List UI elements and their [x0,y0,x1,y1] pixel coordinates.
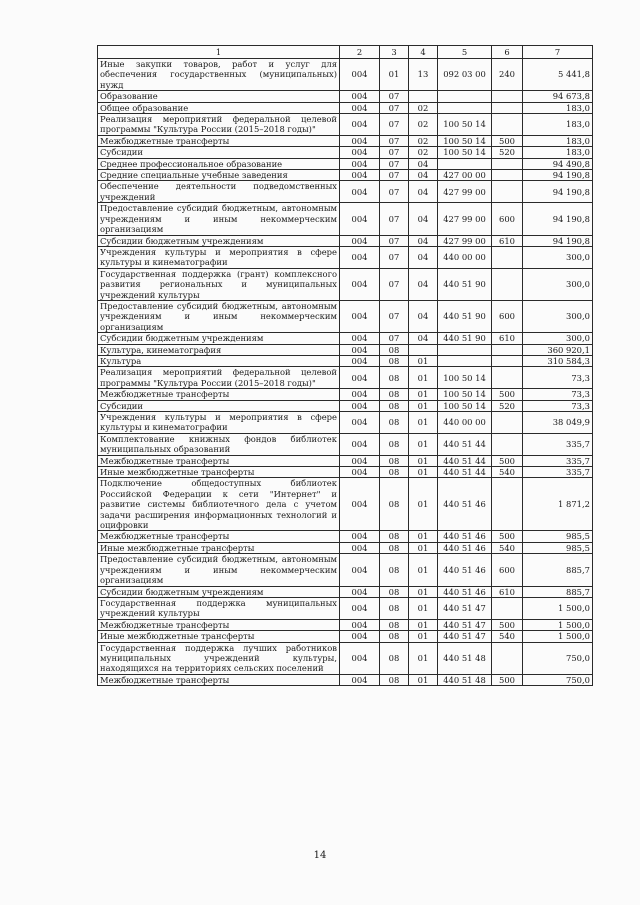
row-amount: 310 584,3 [523,355,593,366]
col-header-1: 1 [98,46,340,59]
row-section-code: 07 [380,333,409,344]
row-expense-type [492,478,523,531]
row-name: Субсидии бюджетным учреждениям [98,235,340,246]
row-amount: 300,0 [523,333,593,344]
row-subsection-code: 01 [409,400,438,411]
row-expense-type: 520 [492,400,523,411]
row-subsection-code: 01 [409,367,438,389]
row-section-code: 07 [380,300,409,332]
row-expense-type [492,367,523,389]
row-name: Реализация мероприятий федеральной целевой программы "Культура России (2015–2018 годы)" [98,114,340,136]
col-header-5: 5 [438,46,492,59]
table-row [98,455,593,466]
row-section-code: 08 [380,586,409,597]
row-amount: 94 490,8 [523,158,593,169]
row-ministry-code: 004 [340,344,380,355]
row-target-article: 440 51 46 [438,531,492,542]
col-header-7: 7 [523,46,593,59]
row-name: Государственная поддержка (грант) комплексного развития региональных и муниципальных учреждений культуры [98,268,340,300]
row-subsection-code: 04 [409,181,438,203]
row-name: Межбюджетные трансферты [98,531,340,542]
row-expense-type [492,91,523,102]
row-name: Реализация мероприятий федеральной целевой программы "Культура России (2015–2018 годы)" [98,367,340,389]
row-target-article: 100 50 14 [438,147,492,158]
row-expense-type: 540 [492,631,523,642]
row-target-article: 100 50 14 [438,400,492,411]
row-ministry-code: 004 [340,235,380,246]
row-amount: 335,7 [523,455,593,466]
row-ministry-code: 004 [340,246,380,268]
row-section-code: 08 [380,531,409,542]
table-row [98,554,593,586]
table-row [98,344,593,355]
row-name: Культура, кинематография [98,344,340,355]
budget-table [97,45,593,686]
row-expense-type [492,433,523,455]
row-subsection-code [409,344,438,355]
row-ministry-code: 004 [340,59,380,91]
row-expense-type: 540 [492,542,523,553]
row-section-code: 08 [380,554,409,586]
row-ministry-code: 004 [340,147,380,158]
row-section-code: 07 [380,91,409,102]
table-row [98,170,593,181]
row-expense-type: 610 [492,586,523,597]
row-target-article: 440 51 44 [438,467,492,478]
row-name: Комплектование книжных фондов библиотек муниципальных образований [98,433,340,455]
row-section-code: 08 [380,455,409,466]
row-name: Учреждения культуры и мероприятия в сфере культуры и кинематографии [98,246,340,268]
table-row [98,631,593,642]
row-target-article: 427 99 00 [438,181,492,203]
row-section-code: 08 [380,597,409,619]
row-amount: 985,5 [523,531,593,542]
row-ministry-code: 004 [340,455,380,466]
row-expense-type [492,158,523,169]
table-row [98,619,593,630]
row-expense-type [492,268,523,300]
table-row [98,367,593,389]
row-expense-type: 540 [492,467,523,478]
row-ministry-code: 004 [340,542,380,553]
row-section-code: 07 [380,181,409,203]
row-target-article: 440 51 46 [438,542,492,553]
row-amount: 1 500,0 [523,597,593,619]
row-target-article: 427 99 00 [438,235,492,246]
row-subsection-code: 04 [409,246,438,268]
row-target-article: 092 03 00 [438,59,492,91]
row-target-article: 100 50 14 [438,367,492,389]
row-name: Иные межбюджетные трансферты [98,467,340,478]
row-expense-type [492,170,523,181]
row-expense-type: 500 [492,619,523,630]
row-amount: 94 190,8 [523,235,593,246]
row-expense-type: 500 [492,531,523,542]
row-section-code: 08 [380,542,409,553]
row-amount: 183,0 [523,102,593,113]
row-subsection-code: 02 [409,114,438,136]
row-expense-type: 500 [492,674,523,685]
row-amount: 183,0 [523,135,593,146]
row-target-article [438,158,492,169]
row-section-code: 08 [380,478,409,531]
row-name: Учреждения культуры и мероприятия в сфере культуры и кинематографии [98,412,340,434]
row-target-article: 440 51 48 [438,674,492,685]
row-expense-type [492,114,523,136]
row-subsection-code: 01 [409,619,438,630]
row-name: Иные межбюджетные трансферты [98,631,340,642]
row-subsection-code: 04 [409,300,438,332]
row-subsection-code: 04 [409,333,438,344]
row-ministry-code: 004 [340,170,380,181]
row-target-article: 440 51 47 [438,597,492,619]
row-name: Межбюджетные трансферты [98,455,340,466]
table-row [98,158,593,169]
row-subsection-code: 04 [409,203,438,235]
row-subsection-code: 01 [409,455,438,466]
table-row [98,389,593,400]
col-header-3: 3 [380,46,409,59]
row-amount: 985,5 [523,542,593,553]
row-ministry-code: 004 [340,203,380,235]
row-expense-type [492,246,523,268]
row-target-article: 440 51 90 [438,333,492,344]
row-amount: 750,0 [523,642,593,674]
table-row [98,412,593,434]
row-expense-type [492,181,523,203]
row-name: Межбюджетные трансферты [98,389,340,400]
row-name: Предоставление субсидий бюджетным, автономным учреждениям и иным некоммерческим организациям [98,203,340,235]
row-ministry-code: 004 [340,412,380,434]
table-row [98,246,593,268]
row-ministry-code: 004 [340,389,380,400]
row-expense-type [492,344,523,355]
row-section-code: 08 [380,674,409,685]
row-amount: 885,7 [523,554,593,586]
table-row [98,102,593,113]
table-row [98,300,593,332]
row-ministry-code: 004 [340,181,380,203]
row-section-code: 08 [380,367,409,389]
row-target-article [438,91,492,102]
col-header-2: 2 [340,46,380,59]
row-ministry-code: 004 [340,355,380,366]
row-name: Общее образование [98,102,340,113]
row-section-code: 07 [380,268,409,300]
table-row [98,467,593,478]
row-amount: 300,0 [523,246,593,268]
row-amount: 73,3 [523,389,593,400]
row-subsection-code: 01 [409,467,438,478]
row-subsection-code: 01 [409,542,438,553]
row-section-code: 07 [380,246,409,268]
row-ministry-code: 004 [340,586,380,597]
row-section-code: 08 [380,355,409,366]
page-number: 14 [313,850,327,861]
row-name: Иные закупки товаров, работ и услуг для обеспечения государственных (муниципальных) нужд [98,59,340,91]
row-section-code: 08 [380,412,409,434]
row-expense-type: 500 [492,135,523,146]
row-amount: 94 190,8 [523,170,593,181]
row-amount: 94 673,8 [523,91,593,102]
row-subsection-code: 01 [409,355,438,366]
table-header-row [98,46,593,59]
row-amount: 38 049,9 [523,412,593,434]
row-name: Субсидии [98,147,340,158]
table-row [98,333,593,344]
row-target-article: 440 00 00 [438,412,492,434]
row-expense-type: 600 [492,300,523,332]
table-row [98,203,593,235]
row-subsection-code: 01 [409,586,438,597]
row-section-code: 07 [380,135,409,146]
row-subsection-code: 04 [409,170,438,181]
row-amount: 885,7 [523,586,593,597]
row-subsection-code: 01 [409,531,438,542]
row-expense-type [492,355,523,366]
row-subsection-code: 04 [409,235,438,246]
row-expense-type: 520 [492,147,523,158]
row-name: Межбюджетные трансферты [98,674,340,685]
row-name: Субсидии бюджетным учреждениям [98,333,340,344]
table-row [98,91,593,102]
row-subsection-code: 01 [409,433,438,455]
row-target-article: 427 00 00 [438,170,492,181]
row-subsection-code [409,91,438,102]
row-ministry-code: 004 [340,554,380,586]
row-section-code: 07 [380,158,409,169]
row-subsection-code: 01 [409,478,438,531]
row-section-code: 08 [380,642,409,674]
row-subsection-code: 02 [409,147,438,158]
row-amount: 750,0 [523,674,593,685]
row-subsection-code: 04 [409,158,438,169]
row-ministry-code: 004 [340,300,380,332]
row-name: Государственная поддержка лучших работников муниципальных учреждений культуры, находящихся на территориях сельских поселений [98,642,340,674]
table-row [98,147,593,158]
row-name: Иные межбюджетные трансферты [98,542,340,553]
row-section-code: 08 [380,619,409,630]
row-target-article: 440 51 46 [438,478,492,531]
row-ministry-code: 004 [340,333,380,344]
row-ministry-code: 004 [340,367,380,389]
row-target-article: 427 99 00 [438,203,492,235]
table-row [98,674,593,685]
row-target-article: 100 50 14 [438,389,492,400]
row-amount: 183,0 [523,147,593,158]
row-name: Культура [98,355,340,366]
row-section-code: 07 [380,170,409,181]
row-subsection-code: 02 [409,135,438,146]
row-expense-type [492,597,523,619]
table-row [98,597,593,619]
row-amount: 94 190,8 [523,181,593,203]
row-name: Средние специальные учебные заведения [98,170,340,181]
row-expense-type [492,102,523,113]
row-name: Образование [98,91,340,102]
row-ministry-code: 004 [340,597,380,619]
row-target-article: 440 00 00 [438,246,492,268]
row-target-article: 440 51 44 [438,455,492,466]
table-row [98,355,593,366]
row-subsection-code: 02 [409,102,438,113]
row-target-article: 440 51 90 [438,300,492,332]
row-name: Межбюджетные трансферты [98,619,340,630]
row-name: Обеспечение деятельности подведомственных учреждений [98,181,340,203]
row-ministry-code: 004 [340,433,380,455]
row-target-article: 440 51 44 [438,433,492,455]
row-target-article: 440 51 46 [438,554,492,586]
row-amount: 300,0 [523,300,593,332]
row-ministry-code: 004 [340,91,380,102]
row-amount: 300,0 [523,268,593,300]
row-subsection-code: 01 [409,674,438,685]
row-section-code: 07 [380,114,409,136]
row-subsection-code: 01 [409,554,438,586]
row-section-code: 01 [380,59,409,91]
row-subsection-code: 01 [409,389,438,400]
table-row [98,478,593,531]
row-target-article: 440 51 48 [438,642,492,674]
table-row [98,268,593,300]
row-expense-type [492,412,523,434]
col-header-6: 6 [492,46,523,59]
row-target-article: 100 50 14 [438,114,492,136]
row-amount: 360 920,1 [523,344,593,355]
row-target-article: 100 50 14 [438,135,492,146]
table-row [98,433,593,455]
row-section-code: 07 [380,102,409,113]
table-row [98,181,593,203]
row-subsection-code: 01 [409,642,438,674]
row-amount: 183,0 [523,114,593,136]
row-ministry-code: 004 [340,642,380,674]
row-ministry-code: 004 [340,674,380,685]
row-subsection-code: 01 [409,597,438,619]
row-amount: 335,7 [523,467,593,478]
row-ministry-code: 004 [340,102,380,113]
row-ministry-code: 004 [340,531,380,542]
row-amount: 1 500,0 [523,619,593,630]
row-expense-type [492,642,523,674]
row-amount: 5 441,8 [523,59,593,91]
row-target-article: 440 51 46 [438,586,492,597]
table-row [98,114,593,136]
table-row [98,59,593,91]
row-target-article: 440 51 47 [438,631,492,642]
row-amount: 1 871,2 [523,478,593,531]
row-ministry-code: 004 [340,114,380,136]
row-ministry-code: 004 [340,619,380,630]
row-section-code: 08 [380,467,409,478]
row-target-article [438,344,492,355]
row-target-article: 440 51 47 [438,619,492,630]
row-ministry-code: 004 [340,135,380,146]
row-name: Среднее профессиональное образование [98,158,340,169]
table-row [98,586,593,597]
row-ministry-code: 004 [340,467,380,478]
row-amount: 1 500,0 [523,631,593,642]
row-section-code: 07 [380,235,409,246]
row-target-article [438,355,492,366]
row-subsection-code: 04 [409,268,438,300]
row-subsection-code: 01 [409,412,438,434]
row-ministry-code: 004 [340,631,380,642]
row-section-code: 08 [380,433,409,455]
row-section-code: 08 [380,344,409,355]
row-name: Подключение общедоступных библиотек Российской Федерации к сети "Интернет" и развитие системы библиотечного дела с учетом задачи расширения информационных технологий и оцифровки [98,478,340,531]
row-expense-type: 240 [492,59,523,91]
row-section-code: 08 [380,389,409,400]
row-expense-type: 500 [492,455,523,466]
row-section-code: 07 [380,147,409,158]
table-row [98,135,593,146]
row-amount: 335,7 [523,433,593,455]
row-ministry-code: 004 [340,400,380,411]
row-amount: 94 190,8 [523,203,593,235]
row-subsection-code: 01 [409,631,438,642]
row-expense-type: 610 [492,235,523,246]
row-section-code: 08 [380,631,409,642]
row-name: Предоставление субсидий бюджетным, автономным учреждениям и иным некоммерческим организациям [98,300,340,332]
row-name: Государственная поддержка муниципальных учреждений культуры [98,597,340,619]
row-expense-type: 500 [492,389,523,400]
row-name: Межбюджетные трансферты [98,135,340,146]
table-body [98,59,593,686]
row-name: Субсидии бюджетным учреждениям [98,586,340,597]
row-section-code: 08 [380,400,409,411]
col-header-4: 4 [409,46,438,59]
row-expense-type: 610 [492,333,523,344]
row-ministry-code: 004 [340,268,380,300]
row-amount: 73,3 [523,400,593,411]
row-amount: 73,3 [523,367,593,389]
table-row [98,542,593,553]
table-row [98,642,593,674]
row-target-article: 440 51 90 [438,268,492,300]
table-row [98,235,593,246]
row-ministry-code: 004 [340,158,380,169]
row-target-article [438,102,492,113]
table-row [98,531,593,542]
row-subsection-code: 13 [409,59,438,91]
row-name: Субсидии [98,400,340,411]
row-expense-type: 600 [492,554,523,586]
row-section-code: 07 [380,203,409,235]
row-name: Предоставление субсидий бюджетным, автономным учреждениям и иным некоммерческим организациям [98,554,340,586]
row-expense-type: 600 [492,203,523,235]
row-ministry-code: 004 [340,478,380,531]
table-row [98,400,593,411]
